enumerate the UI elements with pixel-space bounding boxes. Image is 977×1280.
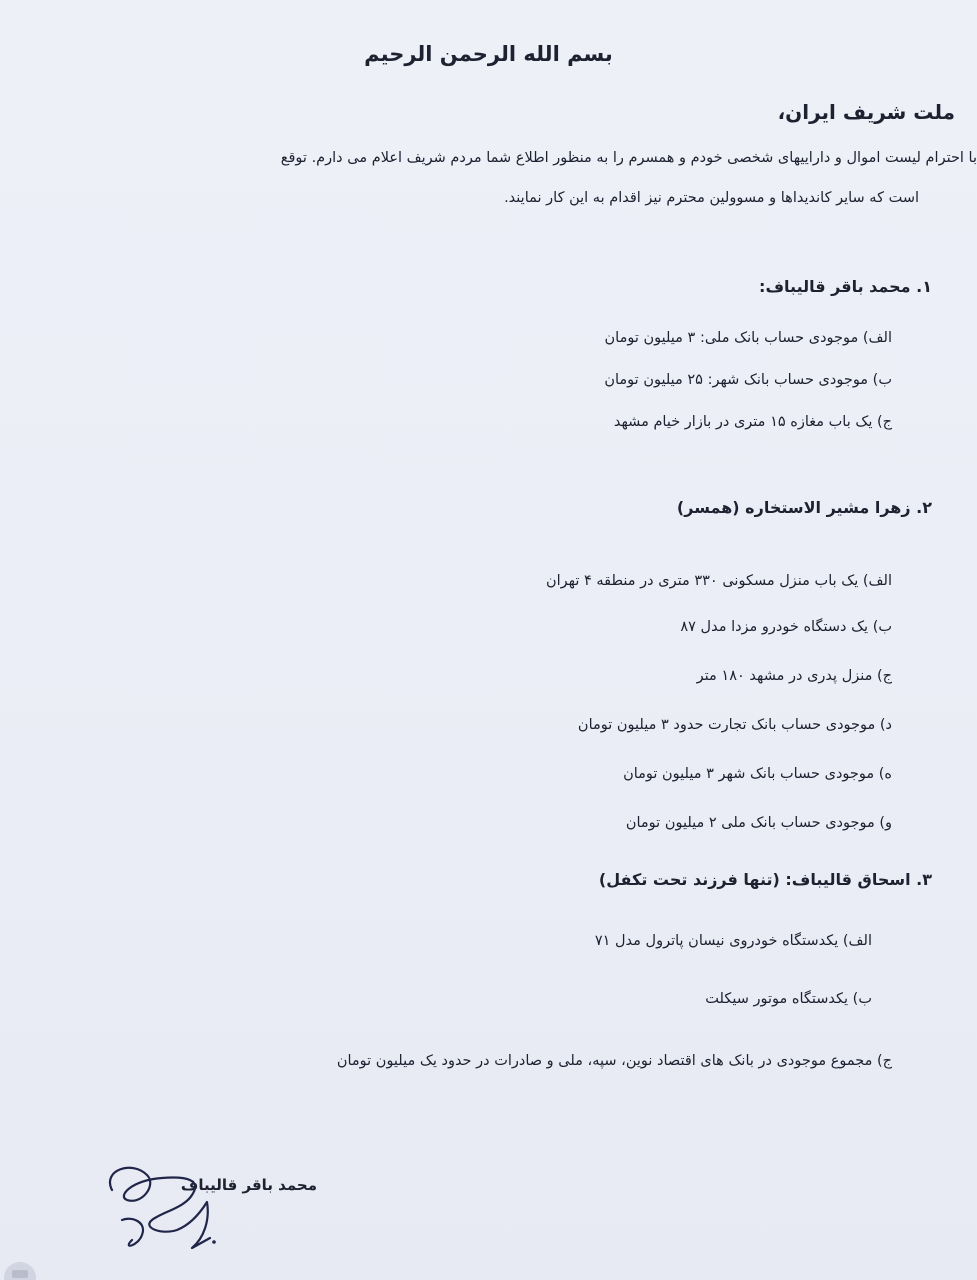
list-item: و) موجودی حساب بانک ملی ۲ میلیون تومان	[625, 815, 892, 831]
intro-line-1: با احترام لیست اموال و داراییهای شخصی خودم و همسرم را به منظور اطلاع شما مردم شریف اعلام می دارم. توقع	[280, 150, 977, 166]
signature-name: محمد باقر قالیباف	[180, 1176, 317, 1194]
list-item: ب) یک دستگاه خودرو مزدا مدل ۸۷	[680, 619, 892, 635]
list-item: الف) یکدستگاه خودروی نیسان پاترول مدل ۷۱	[594, 933, 872, 949]
watermark-logo-icon	[0, 1256, 40, 1280]
section-3-heading: ۳. اسحاق قالیباف: (تنها فرزند تحت تکفل)	[598, 870, 932, 889]
list-item: ج) یک باب مغازه ۱۵ متری در بازار خیام مشهد	[613, 414, 892, 430]
section-2-heading: ۲. زهرا مشیر الاستخاره (همسر)	[676, 498, 932, 517]
list-item: ب) یکدستگاه موتور سیکلت	[705, 991, 872, 1007]
list-item: ه) موجودی حساب بانک شهر ۳ میلیون تومان	[623, 766, 892, 782]
list-item: ج) منزل پدری در مشهد ۱۸۰ متر	[696, 668, 892, 684]
basmala-heading: بسم الله الرحمن الرحيم	[364, 42, 613, 66]
section-1-heading: ۱. محمد باقر قالیباف:	[759, 277, 932, 296]
list-item: ج) مجموع موجودی در بانک های اقتصاد نوین، سپه، ملی و صادرات در حدود یک میلیون تومان	[336, 1053, 892, 1069]
intro-line-2: است که سایر کاندیداها و مسوولین محترم نیز اقدام به این کار نمایند.	[504, 190, 919, 206]
handwritten-signature	[92, 1150, 242, 1260]
list-item: الف) موجودی حساب بانک ملی: ۳ میلیون تومان	[604, 330, 892, 346]
salutation: ملت شریف ایران،	[777, 100, 955, 124]
list-item: الف) یک باب منزل مسکونی ۳۳۰ متری در منطقه ۴ تهران	[545, 573, 892, 589]
list-item: د) موجودی حساب بانک تجارت حدود ۳ میلیون تومان	[577, 717, 892, 733]
list-item: ب) موجودی حساب بانک شهر: ۲۵ میلیون تومان	[604, 372, 892, 388]
